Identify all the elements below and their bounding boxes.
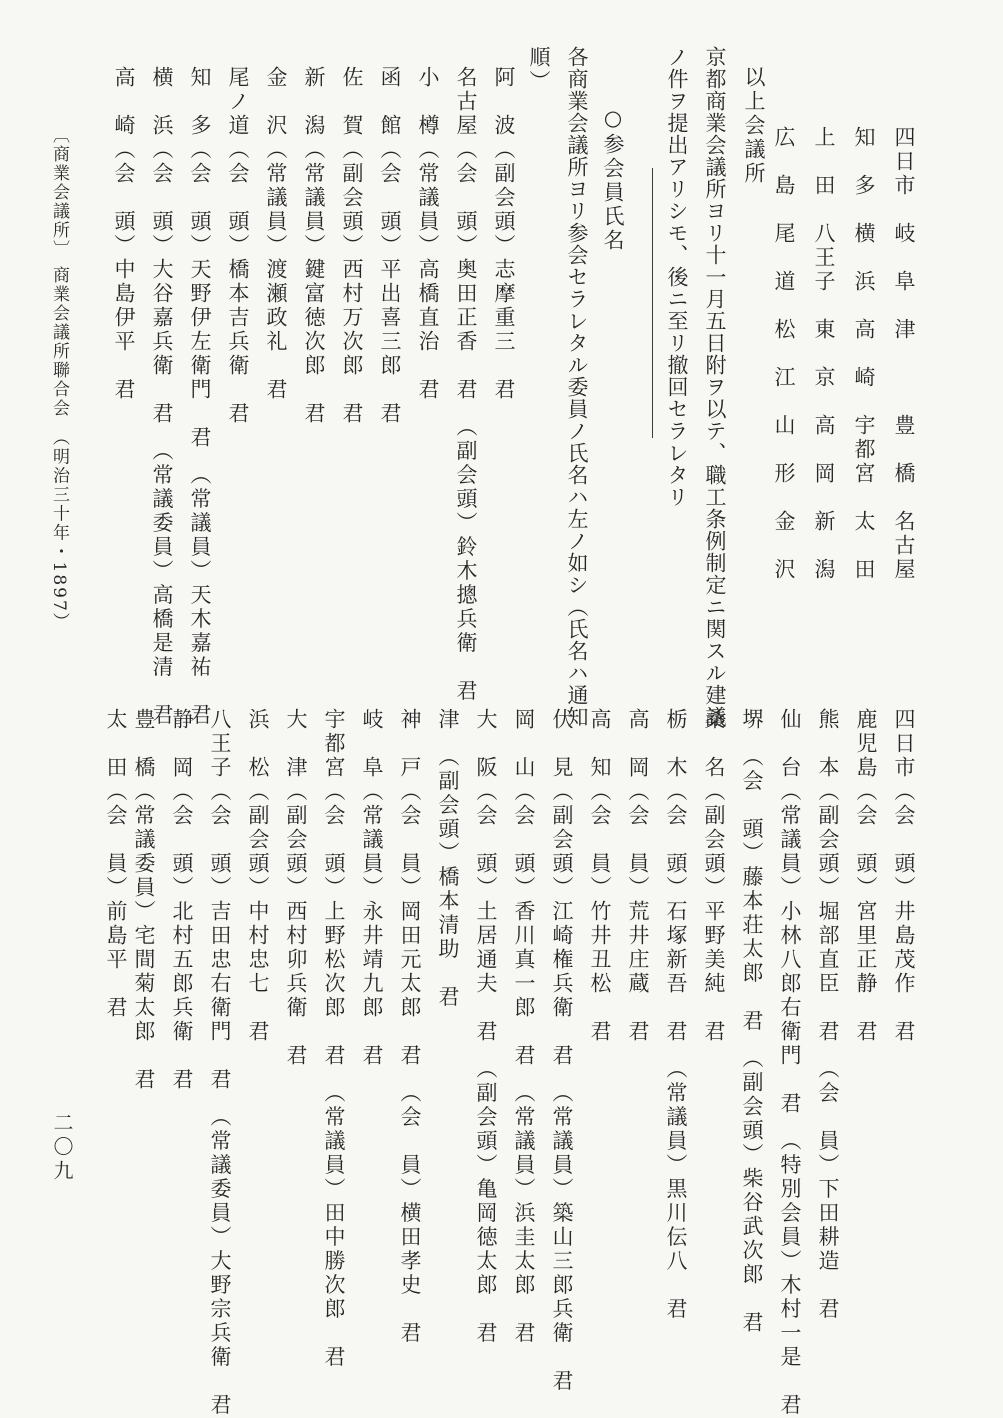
member-row: 堺 （会 頭）藤本荘太郎 君 （副会頭）柴谷武次郎 君	[740, 708, 764, 1335]
member-row: 高 知（会 員）竹井丑松 君	[588, 708, 612, 1044]
city-row: 四日市 岐 阜 津 豊 橋 名古屋	[892, 126, 916, 582]
member-row: 太 田（会 員）前島平 君	[104, 708, 128, 1020]
city-row: 知 多 横 浜 高 崎 宇都宮 太 田	[852, 126, 876, 582]
member-row: 豊 橋（常議委員）宅間菊太郎 君	[132, 708, 156, 1092]
member-row: 神 戸（会 員）岡田元太郎 君 （会 員）横田孝史 君	[398, 708, 422, 1346]
member-row: 四日市（会 頭）井島茂作 君	[892, 708, 916, 1044]
city-row: 広 島 尾 道 松 江 山 形 金 沢	[772, 126, 796, 582]
member-row: 高 岡（会 員）荒井庄蔵 君	[626, 708, 650, 1044]
member-row: 桑 名（副会頭）平野美純 君	[702, 708, 726, 1044]
section-heading: ○参会員氏名	[601, 106, 625, 253]
intro-line: 各商業会議所ヨリ参会セラレタル委員ノ氏名ハ左ノ如シ（氏名ハ通知	[565, 46, 589, 728]
member-row: 大 津（副会頭）西村卯兵衛 君	[284, 708, 308, 1068]
member-row: 宇都宮（会 頭）上野松次郎 君 （常議員）田中勝次郎 君	[322, 708, 346, 1370]
intro-line: 順）	[527, 46, 551, 94]
city-row: 上 田 八王子 東 京 高 岡 新 潟	[812, 126, 836, 582]
member-row: 名古屋（会 頭）奥田正香 君 （副会頭）鈴木摠兵衛 君	[454, 66, 478, 704]
source-caption: 商業会議所聯合会 （明治三十年・1897）	[49, 266, 69, 632]
member-row: 伏 見（副会頭）江崎権兵衛 君 （常議員）築山三郎兵衛 君	[550, 708, 574, 1394]
member-row: 小 樽（常議員）高橋直治 君	[416, 66, 440, 402]
member-row: 栃 木（会 頭）石塚新吾 君 （常議員）黒川伝八 君	[664, 708, 688, 1322]
member-row: 横 浜（会 頭）大谷嘉兵衛 君 （常議委員）高橋是清 君	[150, 66, 174, 728]
source-bracket: 〔商業会議所〕	[49, 126, 69, 259]
member-row: 浜 松（副会頭）中村忠七 君	[246, 708, 270, 1044]
member-row: 岐 阜（常議員）永井靖九郎 君	[360, 708, 384, 1068]
member-row: 津 （副会頭）橋本清助 君	[436, 708, 460, 1010]
rule-line	[652, 168, 653, 438]
member-row: 岡 山（会 頭）香川真一郎 君 （常議員）浜圭太郎 君	[512, 708, 536, 1346]
member-row: 知 多（会 頭）天野伊左衛門 君 （常議員）天木嘉祐 君	[188, 66, 212, 728]
page-number: 二〇九	[50, 1112, 74, 1184]
member-row: 大 阪（会 頭）土居通夫 君 （副会頭）亀岡徳太郎 君	[474, 708, 498, 1346]
notice-line: 京都商業会議所ヨリ十一月五日附ヲ以テ、職工条例制定ニ関スル建議	[703, 46, 727, 728]
member-row: 阿 波（副会頭）志摩重三 君	[492, 66, 516, 402]
member-row: 鹿児島（会 頭）宮里正静 君	[854, 708, 878, 1044]
member-row: 仙 台（常議員）小林八郎右衛門 君 （特別会員）木村一是 君	[778, 708, 802, 1418]
member-row: 尾ノ道（会 頭）橋本吉兵衛 君	[226, 66, 250, 426]
closing-label: 以上会議所	[742, 66, 766, 186]
member-row: 静 岡（会 頭）北村五郎兵衛 君	[170, 708, 194, 1092]
member-row: 高 崎（会 頭）中島伊平 君	[112, 66, 136, 402]
notice-line: ノ件ヲ提出アリシモ、後ニ至リ撤回セラレタリ	[665, 46, 689, 508]
member-row: 佐 賀（副会頭）西村万次郎 君	[340, 66, 364, 426]
member-row: 函 館（会 頭）平出喜三郎 君	[378, 66, 402, 426]
member-row: 金 沢（常議員）渡瀬政礼 君	[264, 66, 288, 402]
member-row: 八王子（会 頭）吉田忠右衛門 君 （常議委員）大野宗兵衛 君	[208, 708, 232, 1418]
member-row: 熊 本（副会頭）堀部直臣 君 （会 員）下田耕造 君	[816, 708, 840, 1322]
member-row: 新 潟（常議員）鍵富徳次郎 君	[302, 66, 326, 426]
